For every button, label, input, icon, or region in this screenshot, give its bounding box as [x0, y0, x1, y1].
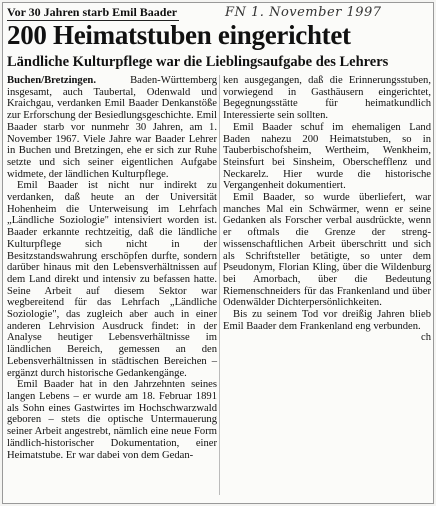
dateline: Buchen/Bretzingen. [7, 75, 96, 86]
article-kicker: Vor 30 Jahren starb Emil Baader [7, 5, 178, 19]
paragraph-1 [7, 75, 217, 180]
article-subheadline: Ländliche Kulturpflege war die Lieblingsaufgabe des Lehrers [7, 54, 389, 70]
paragraph-3: Emil Baader hat in den Jahrzehnten seines langen Lebens – er wurde am 18. Februar 1891 als Sohn eines Gastwirtes im Hochschwarzwald geboren – stets die optische Untermauerung seiner Arbeit angestrebt, nämlich eine neue Form ländlich-historischer Dokumentation, einer Heimatstube. Er war dabei von dem Gedan- [7, 379, 217, 461]
paragraph-5: Emil Baader schuf im ehemaligen Land Baden nahezu 200 Heimatstuben, so in Tauberbischofsheim, Wertheim, Wenkheim, Steinsfurt bei Sinsheim, Oberschefflenz und Neckarelz. Hier wurde die historische Vergangenheit dokumentiert. [223, 121, 431, 192]
paragraph-6: Emil Baader, so wurde überliefert, war manches Mal ein Schwärmer, wenn er seine Gedanken als Forscher verbal ausdrückte, wenn er oftmals die Grenze der streng-wissenschaftlichen Arbeit überschritt und sich als Schriftsteller betätigte, so unter dem Pseudonym, Florian Kling, über die Wildenburg bei Amorbach, über die Bedeutung Riemenschneiders für das Frankenland und über Odenwälder Dichterpersönlichkeiten. [223, 192, 431, 309]
article-column-left [7, 75, 217, 461]
paragraph-1-text: Baden-Württemberg insgesamt, auch Taubertal, Odenwald und Kraichgau, verdanken Emil Baader Denkanstöße zur Erforschung der Besiedlungsgeschichte. Emil Baader starb vor nunmehr 30 Jahren, am 1. November 1967. Viele Jahre war Baader Lehrer in Buchen und Bretzingen, ehe er sich zur Ruhe setzte und sich seiner eigentlichen Aufgabe widmete, der ländlichen Kulturpflege. [7, 75, 217, 180]
article-column-right [223, 75, 431, 344]
paragraph-7: Bis zu seinem Tod vor dreißig Jahren blieb Emil Baader dem Frankenland eng verbunden. [223, 309, 431, 332]
handwritten-date-note: FN 1. November 1997 [225, 5, 382, 20]
newspaper-clipping [2, 2, 434, 504]
column-divider [219, 75, 220, 495]
article-headline: 200 Heimatstuben eingerichtet [7, 20, 351, 50]
paragraph-4: ken ausgegangen, daß die Erinnerungsstuben, vorwiegend in Gasthäusern eingerichtet, Begegnungsstätte für heimatkundlich Interessierte sein sollten. [223, 75, 431, 122]
author-signature: ch [421, 332, 431, 344]
paragraph-2: Emil Baader ist nicht nur indirekt zu verdanken, daß heute an der Universität Hohenheim die Unterweisung im Lehrfach „Ländliche Soziologie" intensiviert worden ist. Baader erkannte rechtzeitig, daß die ländliche Kulturpflege sich nicht in der Besitzstandswahrung erschöpfen durfte, sondern darüber hinaus mit den Lebensverhältnissen auf dem Land direkt und intensiv zu befassen hatte. Seine Arbeit auf diesem Sektor war wegbereitend für das Lehrfach „Ländliche Soziologie", das zugleich aber auch in einer anderen Lehrvision Ausdruck findet: in der Analyse heutiger Lebensverhältnisse im ländlichen Bereich, gemessen an den Lebensverhältnissen in städtischen Bereichen – ergänzt durch historische Gedankengänge. [7, 180, 217, 379]
